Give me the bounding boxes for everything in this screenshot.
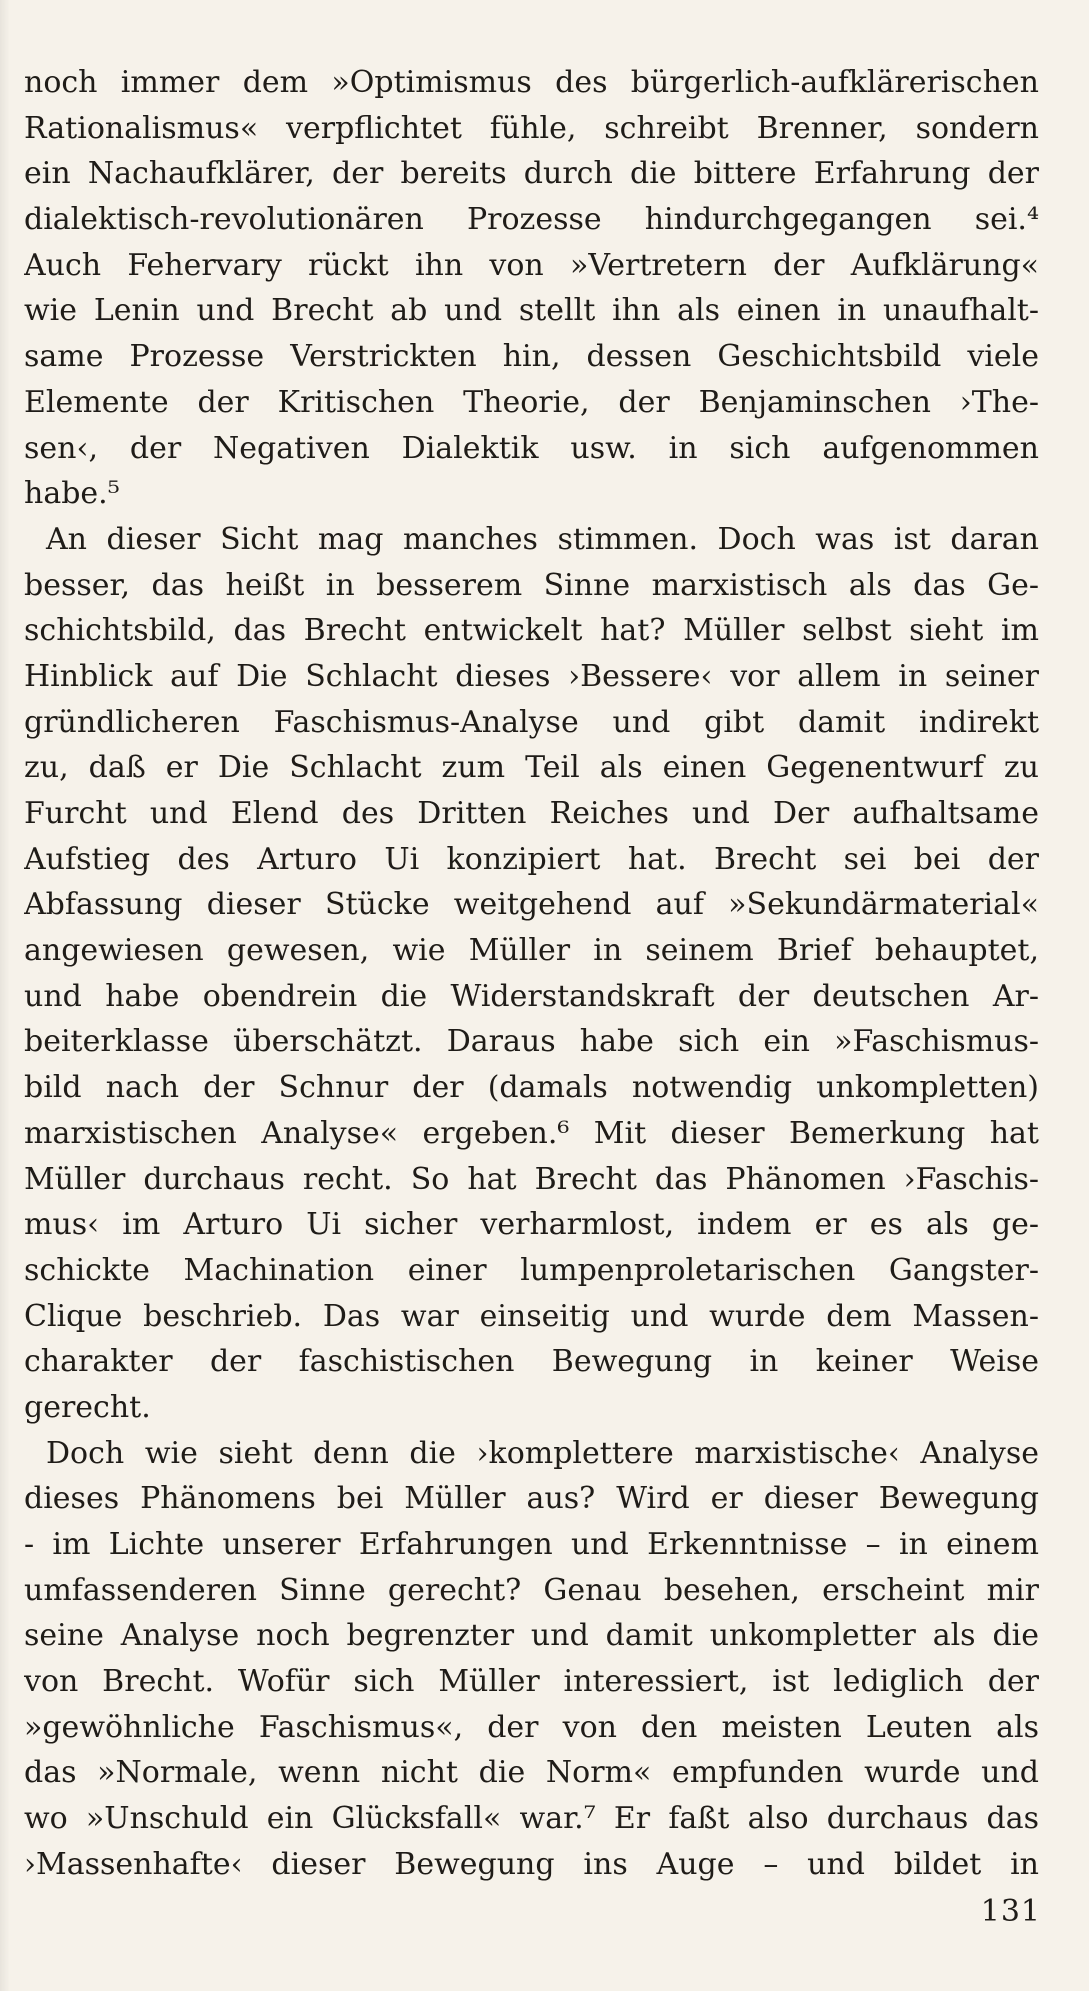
text-line: umfassenderen Sinne gerecht? Genau besehen, erscheint mir (24, 1572, 1039, 1608)
text-line: von Brecht. Wofür sich Müller interessiert, ist lediglich der (24, 1664, 1039, 1700)
text-line: Hinblick auf Die Schlacht dieses ›Bessere‹ vor allem in seiner (24, 658, 1039, 694)
text-line: besser, das heißt in besserem Sinne marxistisch als das Ge- (24, 567, 1039, 603)
text-line: schickte Machination einer lumpenproletarischen Gangster- (24, 1252, 1039, 1288)
text-line: beiterklasse überschätzt. Daraus habe sich ein »Faschismus- (24, 1024, 1039, 1060)
text-line: Auch Fehervary rückt ihn von »Vertretern der Aufklärung« (24, 247, 1039, 283)
text-line: wo »Unschuld ein Glücksfall« war.⁷ Er faßt also durchaus das (24, 1801, 1039, 1837)
text-line: gerecht. (24, 1389, 151, 1425)
text-line: wie Lenin und Brecht ab und stellt ihn als einen in unaufhalt- (24, 293, 1039, 329)
text-line: noch immer dem »Optimismus des bürgerlich-aufklärerischen (24, 65, 1039, 100)
text-line: schichtsbild, das Brecht entwickelt hat? Müller selbst sieht im (24, 613, 1039, 649)
text-line: Elemente der Kritischen Theorie, der Benjaminschen ›The- (24, 384, 1039, 420)
text-line: - im Lichte unserer Erfahrungen und Erkenntnisse – in einem (24, 1527, 1039, 1562)
text-line: Rationalismus« verpflichtet fühle, schreibt Brenner, sondern (24, 110, 1039, 146)
text-line: zu, daß er Die Schlacht zum Teil als einen Gegenentwurf zu (24, 750, 1039, 786)
text-line: Doch wie sieht denn die ›komplettere marxistische‹ Analyse (46, 1435, 1039, 1471)
text-line: dialektisch-revolutionären Prozesse hindurchgegangen sei.⁴ (24, 202, 1039, 238)
page-gutter-shadow (0, 0, 10, 1991)
text-line: ein Nachaufklärer, der bereits durch die bittere Erfahrung der (24, 156, 1039, 192)
text-line: Clique beschrieb. Das war einseitig und wurde dem Massen- (24, 1298, 1039, 1334)
text-line: angewiesen gewesen, wie Müller in seinem Brief behauptet, (24, 933, 1039, 969)
page-number: 131 (980, 1894, 1041, 1929)
text-line: dieses Phänomens bei Müller aus? Wird er dieser Bewegung (24, 1481, 1039, 1517)
text-line: das »Normale, wenn nicht die Norm« empfunden wurde und (24, 1755, 1039, 1791)
text-line: marxistischen Analyse« ergeben.⁶ Mit dieser Bemerkung hat (24, 1115, 1039, 1151)
text-line: mus‹ im Arturo Ui sicher verharmlost, indem er es als ge- (24, 1207, 1039, 1243)
text-line: same Prozesse Verstrickten hin, dessen Geschichtsbild viele (24, 339, 1039, 375)
text-line: ›Massenhafte‹ dieser Bewegung ins Auge – und bildet in (24, 1846, 1039, 1882)
text-line: habe.⁵ (24, 476, 120, 512)
text-line: Abfassung dieser Stücke weitgehend auf »Sekundärmaterial« (24, 887, 1039, 923)
text-line: Furcht und Elend des Dritten Reiches und Der aufhaltsame (24, 796, 1039, 831)
text-line: bild nach der Schnur der (damals notwendig unkompletten) (24, 1070, 1039, 1106)
body-text (24, 60, 1039, 1888)
text-line: An dieser Sicht mag manches stimmen. Doch was ist daran (46, 521, 1039, 557)
text-line: und habe obendrein die Widerstandskraft der deutschen Ar- (24, 978, 1039, 1014)
text-line: charakter der faschistischen Bewegung in keiner Weise (24, 1344, 1039, 1380)
text-line: Müller durchaus recht. So hat Brecht das Phänomen ›Faschis- (24, 1161, 1039, 1197)
text-line: »gewöhnliche Faschismus«, der von den meisten Leuten als (24, 1709, 1039, 1745)
text-line: gründlicheren Faschismus-Analyse und gibt damit indirekt (24, 704, 1039, 740)
text-line: Aufstieg des Arturo Ui konzipiert hat. Brecht sei bei der (24, 841, 1039, 877)
text-line: seine Analyse noch begrenzter und damit unkompletter als die (24, 1618, 1039, 1654)
text-line: sen‹, der Negativen Dialektik usw. in sich aufgenommen (24, 430, 1039, 466)
